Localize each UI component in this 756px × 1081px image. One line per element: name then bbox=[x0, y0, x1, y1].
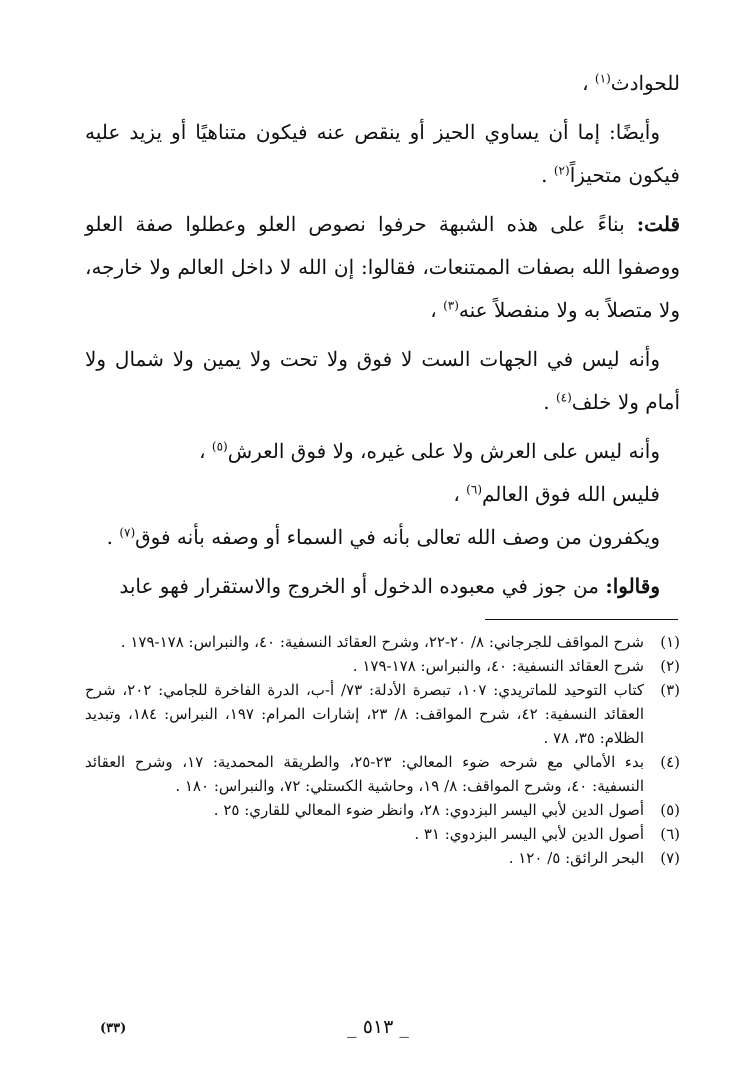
paragraph-lead: قلت: bbox=[636, 212, 680, 236]
paragraph-text: للحوادث bbox=[610, 71, 680, 95]
footnote-7 bbox=[85, 846, 680, 870]
footnote-number: (٢) bbox=[660, 657, 680, 675]
footnote-2 bbox=[85, 654, 680, 678]
footnote-ref-4[interactable]: (٤) bbox=[555, 390, 572, 405]
footnote-ref-7[interactable]: (٧) bbox=[119, 525, 136, 540]
footnote-separator bbox=[485, 619, 678, 620]
paragraph-end: ، bbox=[199, 439, 212, 463]
paragraph-end: . bbox=[106, 525, 120, 549]
footnote-number: (٤) bbox=[660, 753, 680, 771]
footnote-text: كتاب التوحيد للماتريدي: ١٠٧، تبصرة الأدلة: ٧٣/ أ-ب، الدرة الفاخرة للجامي: ٢٠٢، شرح العقائد النسفية: ٤٢، شرح المواقف: ٨/ ٢٣، إشارات المرام: ١٩٧، النبراس: ١٨٤، وتبديد الظلام: ٣٥، ٧٨ . bbox=[85, 681, 645, 747]
footnote-text: بدء الأمالي مع شرحه ضوء المعالي: ٢٣-٢٥، والطريقة المحمدية: ١٧، وشرح العقائد النسفية: ٤٠، وشرح المواقف: ٨/ ١٩، وحاشية الكستلي: ٧٢، والنبراس: ١٨٠ . bbox=[85, 753, 644, 795]
footnote-5 bbox=[85, 798, 680, 822]
paragraph-end: . bbox=[541, 163, 554, 187]
paragraph-2 bbox=[85, 111, 680, 197]
paragraph-1 bbox=[85, 62, 680, 105]
footnote-number: (٥) bbox=[660, 801, 680, 819]
footnote-number: (١) bbox=[660, 633, 680, 651]
paragraph-8 bbox=[85, 565, 680, 608]
footnote-text: شرح العقائد النسفية: ٤٠، والنبراس: ١٧٨-١٧٩ . bbox=[352, 657, 644, 675]
paragraph-text: فليس الله فوق العالم bbox=[482, 482, 660, 506]
paragraph-text: وأنه ليس على العرش ولا على غيره، ولا فوق العرش bbox=[227, 439, 660, 463]
footnote-number: (٧) bbox=[660, 849, 680, 867]
signature-code: (٣٣) bbox=[100, 1021, 127, 1036]
footnote-6 bbox=[85, 822, 680, 846]
main-text bbox=[85, 62, 680, 608]
paragraph-end: ، bbox=[430, 298, 444, 322]
footnote-1 bbox=[85, 630, 680, 654]
footnote-ref-5[interactable]: (٥) bbox=[211, 439, 228, 454]
footnote-text: أصول الدين لأبي اليسر البزدوي: ٢٨، وانظر ضوء المعالي للقاري: ٢٥ . bbox=[213, 801, 644, 819]
paragraph-6 bbox=[85, 473, 680, 516]
footnote-3 bbox=[85, 678, 680, 750]
paragraph-7 bbox=[85, 516, 680, 559]
paragraph-text: وأنه ليس في الجهات الست لا فوق ولا تحت ولا يمين ولا شمال ولا أمام ولا خلف bbox=[85, 347, 680, 414]
footnote-4 bbox=[85, 750, 680, 798]
page-number: _ ٥١٣ _ bbox=[347, 1016, 409, 1038]
footnote-text: أصول الدين لأبي اليسر البزدوي: ٣١ . bbox=[414, 825, 644, 843]
footnote-ref-3[interactable]: (٣) bbox=[443, 298, 459, 313]
paragraph-text: من جوز في معبوده الدخول أو الخروج والاستقرار فهو عابد bbox=[119, 574, 606, 598]
footnote-number: (٦) bbox=[660, 825, 680, 843]
paragraph-end: ، bbox=[453, 482, 467, 506]
paragraph-3 bbox=[85, 203, 680, 332]
paragraph-4 bbox=[85, 338, 680, 424]
paragraph-lead: وقالوا: bbox=[605, 574, 660, 598]
paragraph-end: . bbox=[543, 390, 556, 414]
paragraph-text: بناءً على هذه الشبهة حرفوا نصوص العلو وعطلوا صفة العلو ووصفوا الله بصفات الممتنعات، فقالوا: إن الله لا داخل العالم ولا خارجه، ولا متصلاً به ولا منفصلاً عنه bbox=[85, 212, 680, 322]
footnote-ref-1[interactable]: (١) bbox=[594, 71, 611, 86]
footnote-number: (٣) bbox=[660, 681, 680, 699]
paragraph-5 bbox=[85, 430, 680, 473]
paragraph-end: ، bbox=[582, 71, 595, 95]
footnote-ref-2[interactable]: (٢) bbox=[553, 163, 570, 178]
footnotes bbox=[85, 630, 680, 870]
footnote-text: البحر الرائق: ٥/ ١٢٠ . bbox=[508, 849, 644, 867]
footnote-ref-6[interactable]: (٦) bbox=[466, 482, 482, 497]
paragraph-text: وأيضًا: إما أن يساوي الحيز أو ينقص عنه فيكون متناهيًا أو يزيد عليه فيكون متحيزاً bbox=[85, 120, 680, 187]
footnote-text: شرح المواقف للجرجاني: ٨/ ٢٠-٢٢، وشرح العقائد النسفية: ٤٠، والنبراس: ١٧٨-١٧٩ . bbox=[120, 633, 644, 651]
paragraph-text: ويكفرون من وصف الله تعالى بأنه في السماء أو وصفه بأنه فوق bbox=[135, 525, 660, 549]
